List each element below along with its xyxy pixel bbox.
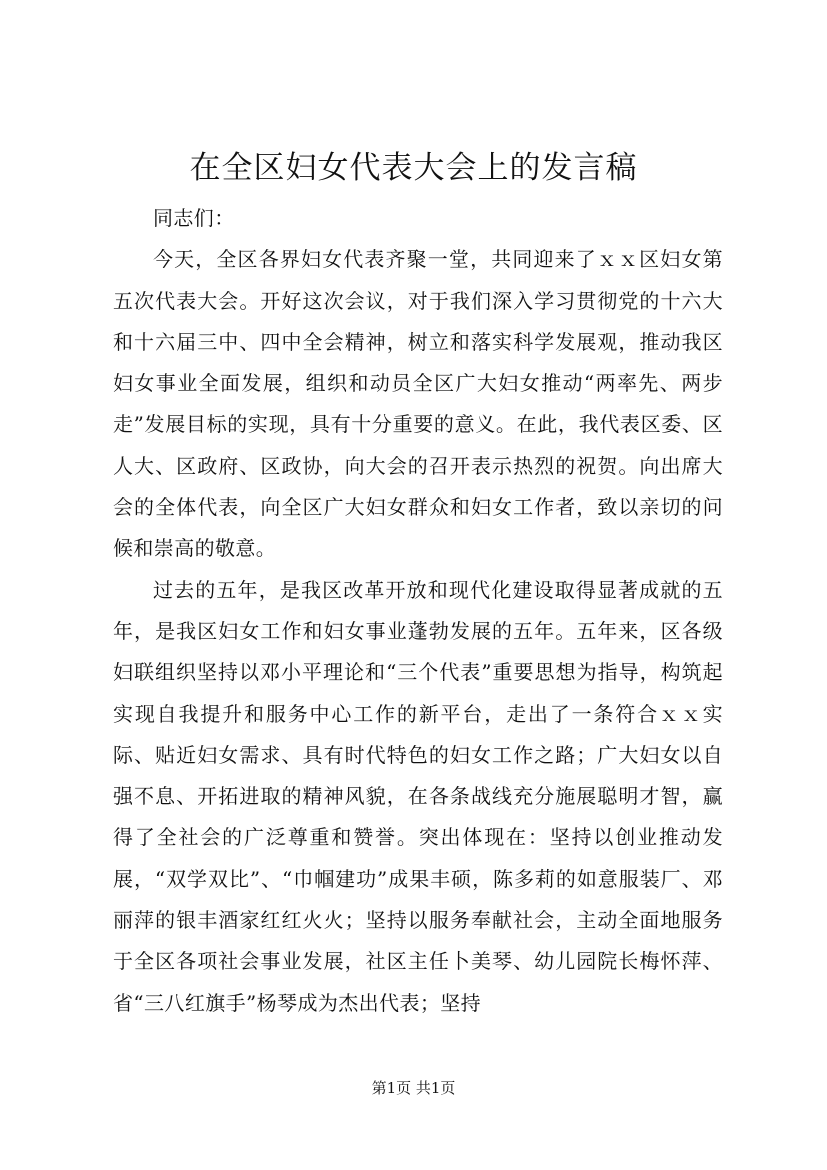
document-body xyxy=(113,198,723,1024)
paragraph: 过去的五年，是我区改革开放和现代化建设取得显著成就的五年，是我区妇女工作和妇女事业蓬勃发展的五年。五年来，区各级妇联组织坚持以邓小平理论和“三个代表”重要思想为指导，构筑起实现自我提升和服务中心工作的新平台，走出了一条符合ｘｘ实际、贴近妇女需求、具有时代特色的妇女工作之路；广大妇女以自强不息、开拓进取的精神风貌，在各条战线充分施展聪明才智，赢得了全社会的广泛尊重和赞誉。突出体现在：坚持以创业推动发展，“双学双比”、“巾帼建功”成果丰硕，陈多莉的如意服装厂、邓丽萍的银丰酒家红红火火；坚持以服务奉献社会，主动全面地服务于全区各项社会事业发展，社区主任卜美琴、幼儿园院长梅怀萍、省“三八红旗手”杨琴成为杰出代表；坚持 xyxy=(113,577,723,1015)
paragraph: 今天，全区各界妇女代表齐聚一堂，共同迎来了ｘｘ区妇女第五次代表大会。开好这次会议，对于我们深入学习贯彻党的十六大和十六届三中、四中全会精神，树立和落实科学发展观，推动我区妇女事业全面发展，组织和动员全区广大妇女推动“两率先、两步走”发展目标的实现，具有十分重要的意义。在此，我代表区委、区人大、区政府、区政协，向大会的召开表示热烈的祝贺。向出席大会的全体代表，向全区广大妇女群众和妇女工作者，致以亲切的问候和崇高的敬意。 xyxy=(113,247,723,561)
greeting: 同志们： xyxy=(153,206,235,230)
document-title: 在全区妇女代表大会上的发言稿 xyxy=(189,150,638,186)
page-number-footer: 第1页 共1页 xyxy=(371,1079,456,1097)
